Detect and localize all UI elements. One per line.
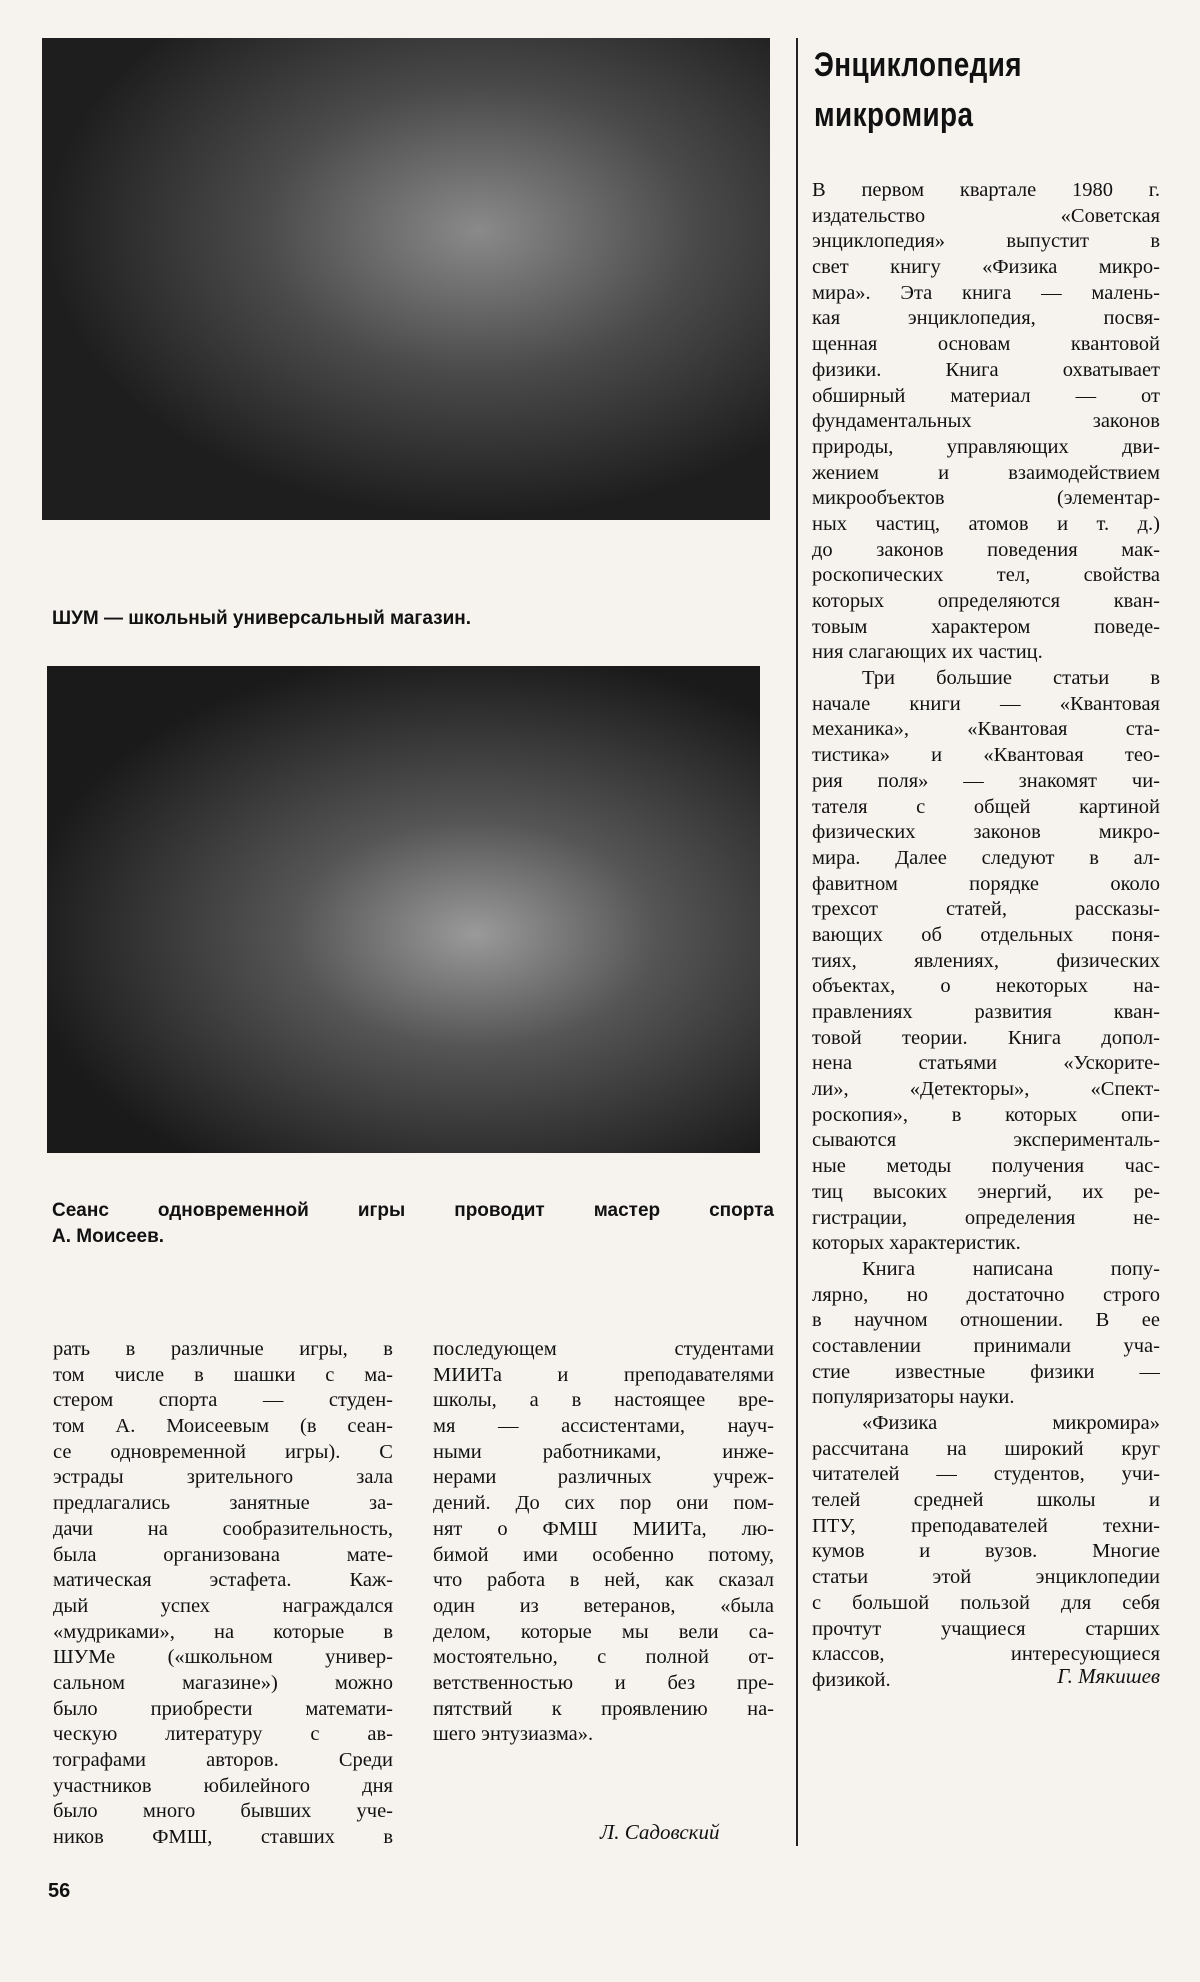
photo-caption-game <box>52 1198 774 1250</box>
text-line: нят о ФМШ МИИТа, лю- <box>433 1517 774 1540</box>
text-line: кумов и вузов. Многие <box>812 1540 1160 1563</box>
text-line: фавитном порядке около <box>812 872 1160 895</box>
page-number: 56 <box>48 1880 71 1902</box>
photo-school-shop <box>42 38 770 520</box>
text-line: Книга написана попу- <box>862 1257 1160 1280</box>
text-line: объектах, о некоторых на- <box>812 975 1160 998</box>
text-line: физических законов микро- <box>812 821 1160 844</box>
text-line: до законов поведения мак- <box>812 538 1160 561</box>
column-divider <box>796 38 798 1846</box>
text-line: сываются эксперименталь- <box>812 1129 1160 1152</box>
text-line: лярно, но достаточно строго <box>812 1283 1160 1306</box>
text-line: в научном отношении. В ее <box>812 1309 1160 1332</box>
text-line: стером спорта — студен- <box>53 1389 393 1412</box>
article-bottom-column-1 <box>53 1337 393 1851</box>
article-right-body <box>812 178 1160 1694</box>
text-line: щенная основам квантовой <box>812 333 1160 356</box>
text-line: товым характером поведе- <box>812 615 1160 638</box>
text-line: роскопия», в которых опи- <box>812 1103 1160 1126</box>
text-line: с большой пользой для себя <box>812 1591 1160 1614</box>
photo-caption-shop: ШУМ — школьный универсальный магазин. <box>52 608 472 629</box>
text-line: трехсот статей, рассказы- <box>812 898 1160 921</box>
text-line: эстрады зрительного зала <box>53 1466 393 1489</box>
text-line: которых определяются кван- <box>812 590 1160 612</box>
signature-bottom: Л. Садовский <box>600 1820 720 1844</box>
text-line: последующем студентами <box>433 1338 774 1360</box>
text-line: мя — ассистентами, науч- <box>433 1415 774 1438</box>
text-line: вающих об отдельных поня- <box>812 923 1160 946</box>
text-line: было много бывших уче- <box>53 1800 393 1823</box>
text-line: ветственностью и без пре- <box>433 1671 774 1694</box>
text-line: дачи на сообразительность, <box>53 1517 393 1540</box>
text-line: мира. Далее следуют в ал- <box>812 846 1160 869</box>
text-line: том А. Моисеевым (в сеан- <box>53 1415 393 1438</box>
text-line: которых характеристик. <box>812 1232 1021 1255</box>
text-line: товой теории. Книга допол- <box>812 1026 1160 1049</box>
text-line: популяризаторы науки. <box>812 1386 1015 1409</box>
text-line: се одновременной игры). С <box>53 1440 393 1463</box>
text-line: дый успех награждался <box>53 1594 393 1617</box>
text-line: ных частиц, атомов и т. д.) <box>812 512 1160 535</box>
text-line: телей средней школы и <box>812 1489 1160 1512</box>
text-line: кая энциклопедия, посвя- <box>812 307 1160 330</box>
text-line: ПТУ, преподавателей техни- <box>812 1514 1160 1537</box>
text-line: энциклопедия» выпустит в <box>812 230 1160 253</box>
text-line: пятствий к проявлению на- <box>433 1697 774 1720</box>
text-line: шего энтузиазма». <box>433 1723 594 1746</box>
text-line: была организована мате- <box>53 1543 393 1566</box>
text-line: ными работниками, инже- <box>433 1440 774 1463</box>
text-line: ные методы получения час- <box>812 1155 1160 1178</box>
text-line: правлениях развития кван- <box>812 1001 1160 1023</box>
text-line: школы, а в настоящее вре- <box>433 1389 774 1412</box>
text-line: роскопических тел, свойства <box>812 564 1160 587</box>
text-line: механика», «Квантовая ста- <box>812 718 1160 741</box>
text-line: сальном магазине») можно <box>53 1671 393 1694</box>
text-line: тателя с общей картиной <box>812 795 1160 818</box>
caption-line: Сеанс одновременной игры проводит мастер спорта <box>52 1200 774 1221</box>
caption-line: А. Моисеев. <box>52 1226 165 1247</box>
text-line: статьи этой энциклопедии <box>812 1566 1160 1589</box>
text-line: гистрации, определения не- <box>812 1206 1160 1229</box>
text-line: делом, которые мы вели са- <box>433 1620 774 1643</box>
text-line: рассчитана на широкий круг <box>812 1437 1160 1460</box>
text-line: участников юбилейного дня <box>53 1774 393 1797</box>
title-line: микромира <box>814 96 974 134</box>
text-line: «мудриками», на которые в <box>53 1620 393 1643</box>
text-line: физики. Книга охватывает <box>812 358 1160 381</box>
text-line: тистика» и «Квантовая тео- <box>812 744 1160 767</box>
text-line: жением и взаимодействием <box>812 461 1160 484</box>
text-line: один из ветеранов, «была <box>433 1594 774 1617</box>
text-line: читателей — студентов, учи- <box>812 1463 1160 1486</box>
article-bottom-column-2 <box>433 1337 774 1748</box>
text-line: мира». Эта книга — малень- <box>812 281 1160 304</box>
title-line: Энциклопедия <box>814 46 1022 84</box>
text-line: свет книгу «Физика микро- <box>812 256 1160 279</box>
photo-simultaneous-game <box>47 666 760 1153</box>
text-line: физикой. <box>812 1668 891 1691</box>
text-line: В первом квартале 1980 г. <box>812 179 1160 201</box>
signature-right: Г. Мякишев <box>1057 1664 1160 1688</box>
text-line: нерами различных учреж- <box>433 1466 774 1489</box>
text-line: мостоятельно, с полной от- <box>433 1646 774 1669</box>
text-line: «Физика микромира» <box>862 1412 1160 1434</box>
text-line: микрообъектов (элементар- <box>812 487 1160 510</box>
text-line: предлагались занятные за- <box>53 1492 393 1515</box>
text-line: нена статьями «Ускорите- <box>812 1052 1160 1075</box>
text-line: начале книги — «Квантовая <box>812 692 1160 715</box>
text-line: МИИТа и преподавателями <box>433 1363 774 1386</box>
article-title <box>814 40 1022 140</box>
text-line: матическая эстафета. Каж- <box>53 1569 393 1592</box>
text-line: ШУМе («школьном универ- <box>53 1646 393 1669</box>
text-line: рия поля» — знакомят чи- <box>812 769 1160 792</box>
text-line: прочтут учащиеся старших <box>812 1617 1160 1640</box>
text-line: что работа в ней, как сказал <box>433 1569 774 1592</box>
text-line: том числе в шашки с ма- <box>53 1363 393 1386</box>
text-line: тиц высоких энергий, их ре- <box>812 1180 1160 1203</box>
text-line: дений. До сих пор они пом- <box>433 1492 774 1515</box>
text-line: было приобрести математи- <box>53 1697 393 1720</box>
text-line: тиях, явлениях, физических <box>812 949 1160 972</box>
text-line: Три большие статьи в <box>862 667 1160 690</box>
text-line: тографами авторов. Среди <box>53 1749 393 1771</box>
text-line: рать в различные игры, в <box>53 1338 393 1360</box>
text-line: ческую литературу с ав- <box>53 1723 393 1746</box>
text-line: ния слагающих их частиц. <box>812 641 1043 664</box>
text-line: ников ФМШ, ставших в <box>53 1826 393 1849</box>
text-line: стие известные физики — <box>812 1360 1160 1383</box>
text-line: ли», «Детекторы», «Спект- <box>812 1078 1160 1101</box>
text-line: составлении принимали уча- <box>812 1334 1160 1357</box>
text-line: бимой ими особенно потому, <box>433 1543 774 1566</box>
text-line: обширный материал — от <box>812 384 1160 407</box>
text-line: классов, интересующиеся <box>812 1643 1160 1666</box>
text-line: фундаментальных законов <box>812 410 1160 433</box>
text-line: издательство «Советская <box>812 204 1160 227</box>
text-line: природы, управляющих дви- <box>812 435 1160 458</box>
